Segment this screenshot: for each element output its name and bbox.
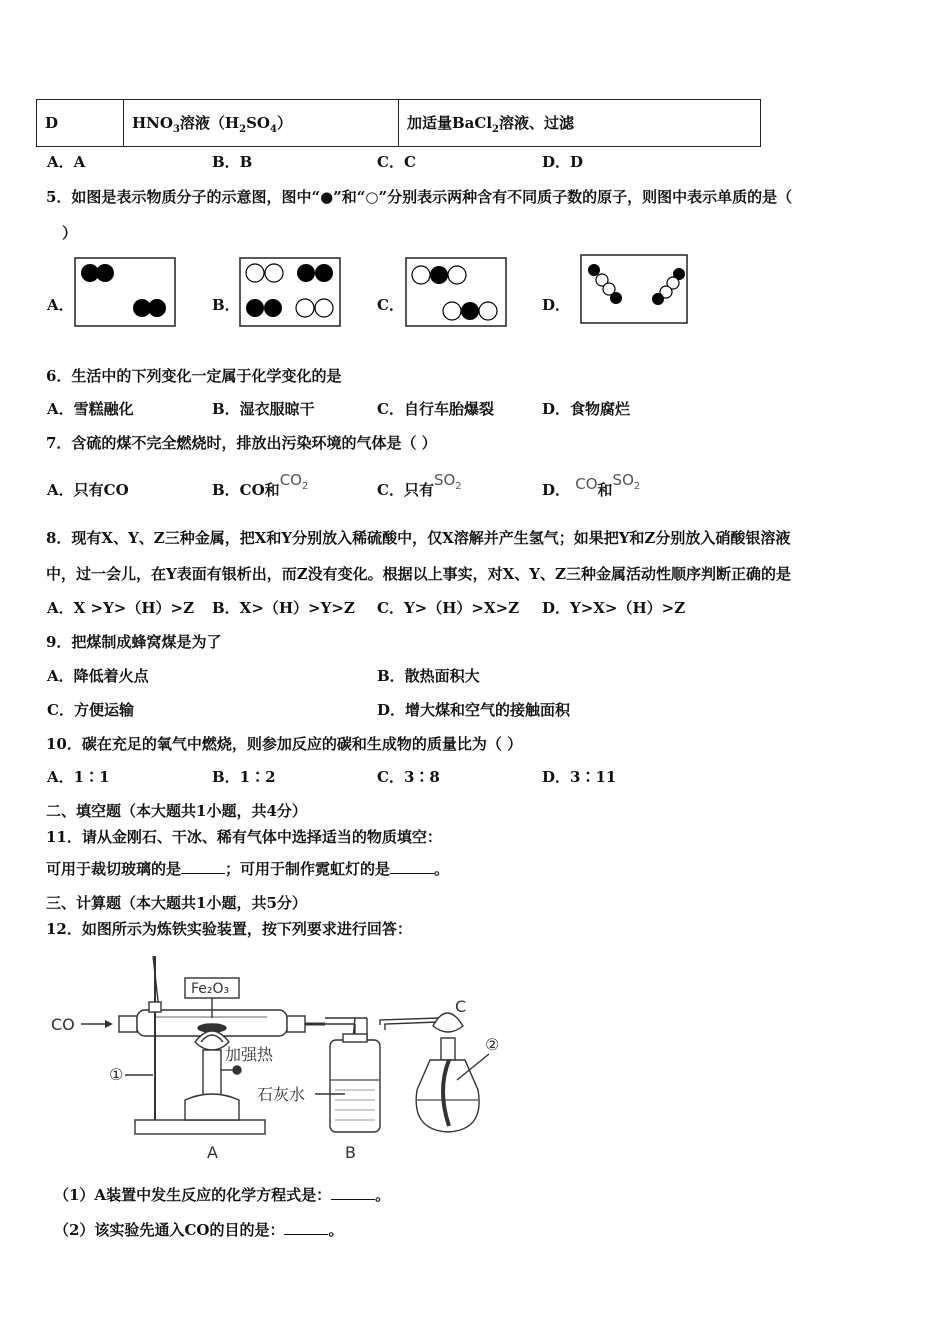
q7-option-d: D． CO和$SO_2$ [542, 471, 641, 499]
q9-option-b: B．散热面积大 [377, 667, 480, 685]
q6-stem: 6．生活中的下列变化一定属于化学变化的是 [46, 367, 342, 385]
q5-label-d: D． [542, 296, 571, 314]
q8-option-b: B．X>（H）>Y>Z [212, 599, 355, 617]
q5-molecule-c [405, 257, 507, 327]
q6-option-c: C．自行车胎爆裂 [377, 400, 494, 418]
section-3-title: 三、计算题（本大题共1小题，共5分） [46, 894, 307, 912]
q10-stem: 10．碳在充足的氧气中燃烧，则参加反应的碳和生成物的质量比为（ ） [46, 735, 523, 753]
q10-option-c: C．3∶8 [377, 768, 440, 786]
q12-blank-1[interactable] [331, 1185, 375, 1200]
q11-blank-1[interactable] [181, 859, 225, 874]
q7-option-c: C．只有$SO_2$ [377, 471, 462, 499]
q8-option-d: D．Y>X>（H）>Z [542, 599, 686, 617]
q12-sub2: （2）该实验先通入CO的目的是： 。 [54, 1221, 344, 1239]
q8-stem-line2: 中，过一会儿，在Y表面有银析出，而Z没有变化。根据以上事实，对X、Y、Z三种金属活动性顺序判断正确的是 [46, 565, 791, 583]
section-2-title: 二、填空题（本大题共1小题，共4分） [46, 802, 307, 820]
heat-label: 加强热 [225, 1045, 274, 1064]
circle-1-label: ① [109, 1065, 124, 1084]
q9-stem: 9．把煤制成蜂窝煤是为了 [46, 633, 222, 651]
table-cell-option: D [37, 100, 124, 147]
q9-option-d: D．增大煤和空气的接触面积 [377, 701, 571, 719]
q12-blank-2[interactable] [284, 1220, 328, 1235]
table-cell-method: 加适量BaCl$_2$溶液、过滤 [399, 100, 761, 147]
q8-option-a: A．X >Y>（H）>Z [47, 599, 195, 617]
q11-blank-2[interactable] [390, 859, 434, 874]
q4-option-a: A．A [47, 153, 86, 171]
q5-label-b: B． [212, 296, 240, 314]
q5-stem-close: ） [62, 224, 78, 242]
label-a: A [207, 1143, 218, 1162]
q10-option-a: A．1∶1 [47, 768, 110, 786]
q11-fill-line: 可用于裁切玻璃的是 ；可用于制作霓虹灯的是 。 [46, 860, 450, 878]
q10-option-d: D．3∶11 [542, 768, 617, 786]
q12-stem: 12．如图所示为炼铁实验装置，按下列要求进行回答： [46, 920, 412, 938]
q5-molecule-b [239, 257, 341, 327]
q4-option-c: C．C [377, 153, 416, 171]
q7-option-b: B．CO和$CO_2$ [212, 471, 309, 499]
q8-stem-line1: 8．现有X、Y、Z三种金属，把X和Y分别放入稀硫酸中，仅X溶解并产生氢气；如果把Y和Z分别放入硝酸银溶液 [46, 529, 791, 547]
q12-sub1: （1）A装置中发生反应的化学方程式是： 。 [54, 1186, 391, 1204]
limewater-label: 石灰水 [257, 1085, 306, 1104]
q10-option-b: B．1∶2 [212, 768, 276, 786]
q6-option-a: A．雪糕融化 [47, 400, 134, 418]
q4-option-b: B．B [212, 153, 253, 171]
q5-stem: 5．如图是表示物质分子的示意图，图中“●”和“○”分别表示两种含有不同质子数的原子，则图中表示单质的是（ [46, 188, 793, 206]
q6-option-d: D．食物腐烂 [542, 400, 631, 418]
iron-smelting-apparatus-figure [45, 950, 525, 1165]
q5-molecule-d [580, 254, 688, 324]
q5-label-c: C． [377, 296, 404, 314]
q5-molecule-a [74, 257, 176, 327]
co-label: CO [51, 1015, 75, 1034]
q7-option-a: A．只有CO [47, 481, 129, 499]
table-cell-substance: $HNO_3$溶液$(H_2SO_4)$ [124, 100, 399, 147]
q5-label-a: A． [47, 296, 74, 314]
circle-2-label: ② [485, 1035, 500, 1054]
q6-option-b: B．湿衣服晾干 [212, 400, 315, 418]
answer-table [36, 99, 761, 147]
label-c: C [455, 997, 467, 1016]
q9-option-c: C．方便运输 [47, 701, 134, 719]
q11-stem: 11．请从金刚石、干冰、稀有气体中选择适当的物质填空： [46, 828, 442, 846]
q7-stem: 7．含硫的煤不完全燃烧时，排放出污染环境的气体是（ ） [46, 434, 437, 452]
q8-option-c: C．Y>（H）>X>Z [377, 599, 520, 617]
q4-option-d: D．D [542, 153, 584, 171]
fe2o3-label: Fe₂O₃ [191, 981, 230, 997]
table-row [37, 100, 761, 147]
q9-option-a: A．降低着火点 [47, 667, 149, 685]
label-b: B [345, 1143, 356, 1162]
